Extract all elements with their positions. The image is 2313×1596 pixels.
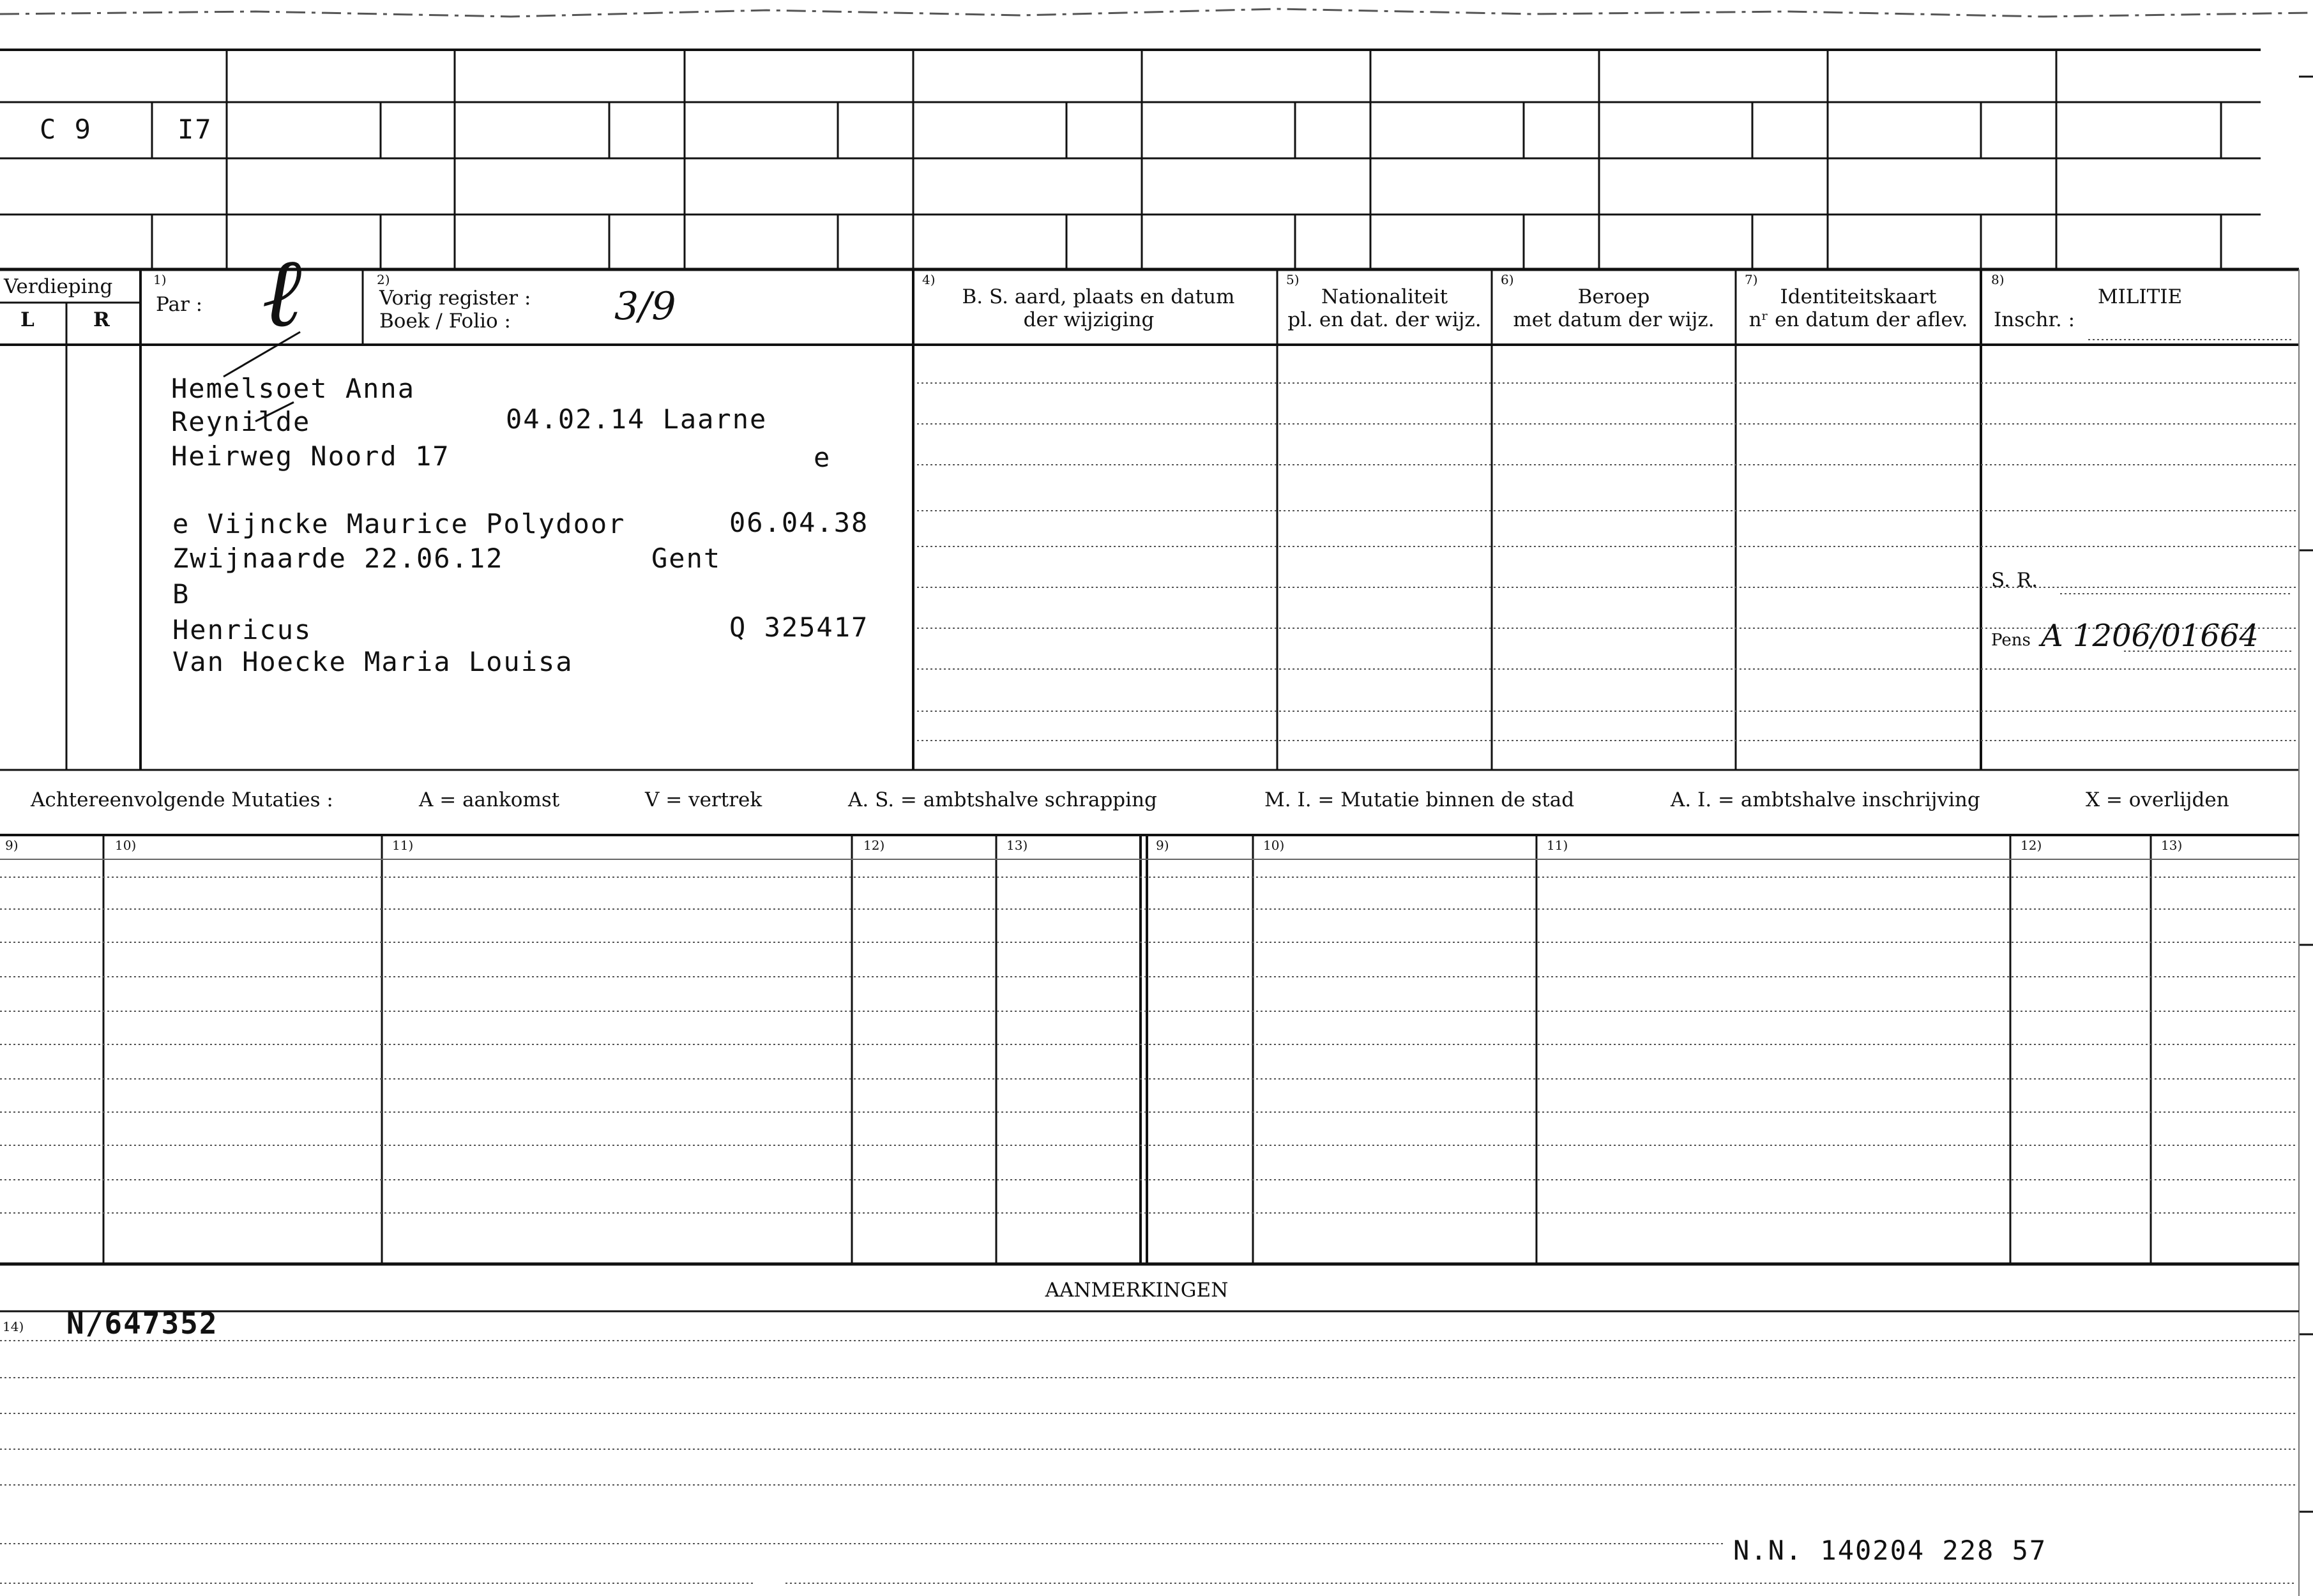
mutation-col-12-right: 12) — [2021, 838, 2042, 853]
militie-pens-value: A 1206/01664 — [2041, 618, 2259, 654]
remarks-title: AANMERKINGEN — [1045, 1279, 1229, 1302]
person-line7-name: Henricus — [172, 614, 312, 645]
person-line6: B — [172, 578, 190, 610]
col7-line2: nʳ en datum der aflev. — [1748, 308, 1968, 331]
militie-title: MILITIE — [2097, 285, 2183, 308]
legend-item-mutatie: M. I. = Mutatie binnen de stad — [1264, 788, 1575, 811]
col7-num: 7) — [1745, 272, 1758, 287]
person-line1: Hemelsoet Anna — [171, 373, 416, 404]
col6-num: 6) — [1501, 272, 1514, 287]
person-line2-name: Reynilde — [171, 406, 311, 437]
col5-line2: pl. en dat. der wijz. — [1287, 308, 1482, 331]
col2-line2: Boek / Folio : — [379, 310, 511, 333]
col7-line1: Identiteitskaart — [1780, 285, 1937, 308]
col2-num: 2) — [377, 272, 390, 287]
col4-line2: der wijziging — [1023, 308, 1155, 331]
legend-item-overlijden: X = overlijden — [2086, 788, 2229, 811]
person-line7-code: Q 325417 — [729, 612, 869, 643]
top-code-2: I7 — [178, 114, 213, 145]
person-line5-place: Zwijnaarde 22.06.12 — [172, 543, 504, 574]
mutation-col-13-right: 13) — [2161, 838, 2183, 853]
national-number: N.N. 140204 228 57 — [1733, 1535, 2047, 1566]
person-line2-birth: 04.02.14 Laarne — [506, 403, 768, 435]
remarks-value: N/647352 — [66, 1306, 218, 1341]
person-line3-mark: e — [814, 442, 831, 473]
col4-line1: B. S. aard, plaats en datum — [962, 285, 1235, 308]
legend-title: Achtereenvolgende Mutaties : — [31, 788, 333, 811]
verdieping-label: Verdieping — [4, 275, 113, 298]
col5-num: 5) — [1286, 272, 1300, 287]
mutation-col-13-left: 13) — [1006, 838, 1028, 853]
militie-inschr: Inschr. : — [1994, 308, 2075, 331]
col5-line1: Nationaliteit — [1321, 285, 1448, 308]
legend-item-vertrek: V = vertrek — [645, 788, 762, 811]
remarks-num: 14) — [3, 1319, 24, 1334]
mutation-col-10-left: 10) — [115, 838, 137, 853]
col6-line1: Beroep — [1577, 285, 1650, 308]
previous-register-value: 3/9 — [614, 284, 676, 329]
top-code-1: C 9 — [40, 114, 92, 145]
person-line8: Van Hoecke Maria Louisa — [172, 646, 573, 677]
col6-line2: met datum der wijz. — [1513, 308, 1715, 331]
legend-item-aankomst: A = aankomst — [419, 788, 560, 811]
col1-handwritten: ℓ — [262, 237, 302, 349]
col1-num: 1) — [153, 272, 167, 287]
mutation-col-11-right: 11) — [1547, 838, 1568, 853]
col4-num: 4) — [922, 272, 936, 287]
mutation-col-11-left: 11) — [392, 838, 414, 853]
person-line4-date: 06.04.38 — [729, 507, 869, 538]
col8-num: 8) — [1991, 272, 2005, 287]
militie-pens-label: Pens — [1991, 631, 2031, 650]
verdieping-right: R — [93, 308, 110, 331]
col2-line1: Vorig register : — [379, 287, 531, 310]
mutation-col-9-left: 9) — [5, 838, 19, 853]
militie-sr: S. R. — [1991, 569, 2038, 592]
mutation-col-9-right: 9) — [1156, 838, 1169, 853]
person-line3-address: Heirweg Noord 17 — [171, 440, 450, 472]
person-line5-city: Gent — [651, 543, 722, 574]
col1-label: Par : — [156, 293, 203, 316]
legend-item-inschrijving: A. I. = ambtshalve inschrijving — [1671, 788, 1980, 811]
verdieping-left: L — [20, 308, 34, 331]
mutation-col-12-left: 12) — [863, 838, 885, 853]
legend-item-schrapping: A. S. = ambtshalve schrapping — [848, 788, 1157, 811]
person-line4-spouse: e Vijncke Maurice Polydoor — [172, 508, 626, 539]
mutation-col-10-right: 10) — [1263, 838, 1285, 853]
